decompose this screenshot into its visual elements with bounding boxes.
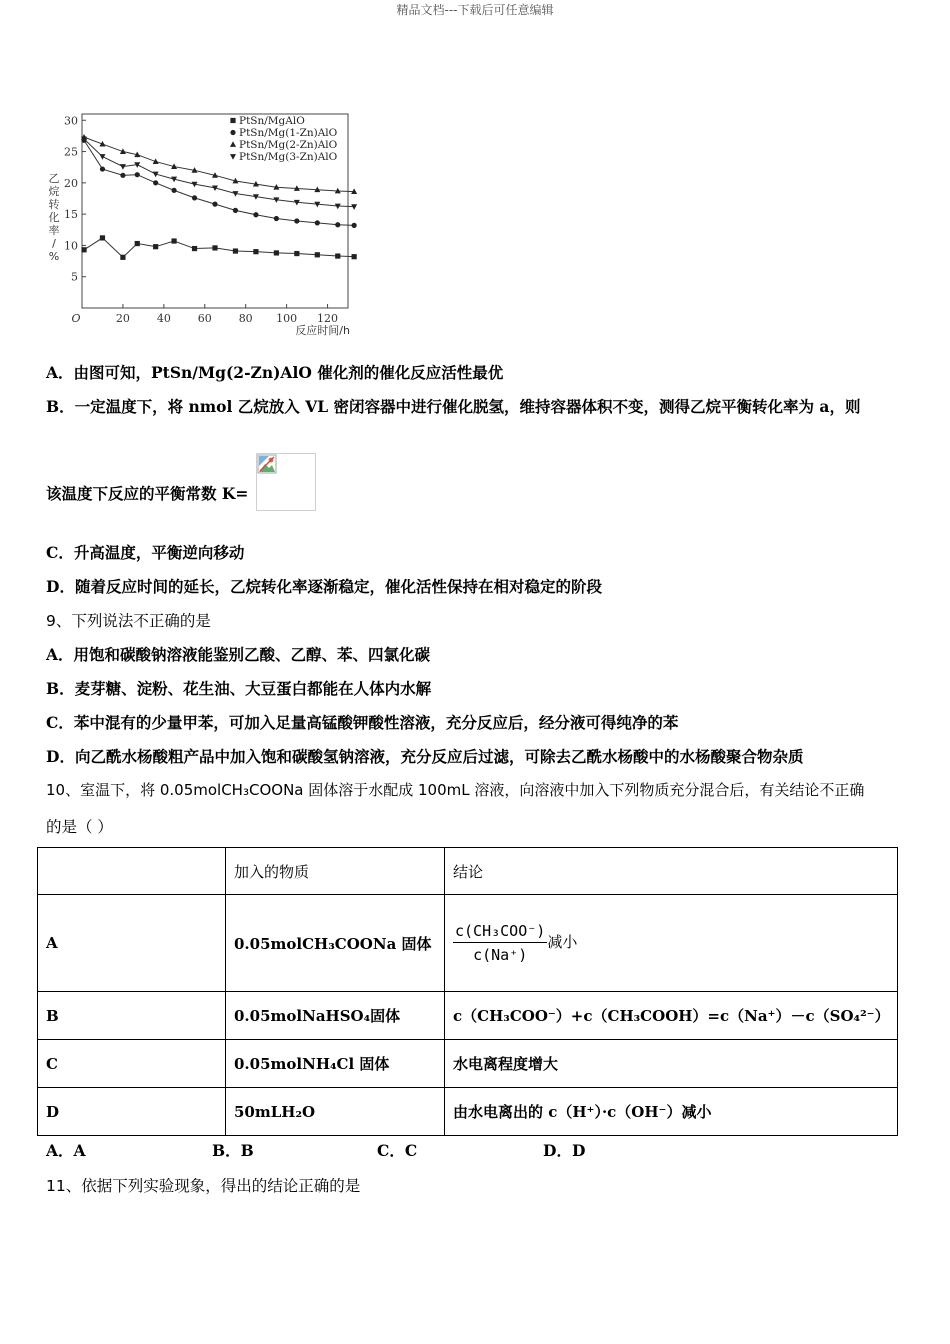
x-tick-label: 20 bbox=[115, 312, 130, 325]
data-point bbox=[352, 223, 357, 228]
q8-option-d: D．随着反应时间的延长，乙烷转化率逐渐稳定，催化活性保持在相对稳定的阶段 bbox=[46, 577, 602, 596]
data-point bbox=[352, 254, 357, 259]
data-point bbox=[335, 253, 340, 258]
row-substance: 0.05molNaHSO₄固体 bbox=[226, 992, 445, 1040]
row-conclusion: 水电离程度增大 bbox=[445, 1040, 898, 1088]
data-point bbox=[99, 154, 105, 160]
fraction bbox=[453, 922, 547, 964]
y-axis-label-char: 率 bbox=[48, 224, 60, 237]
table-header-row bbox=[38, 848, 898, 895]
q8-option-b: B．一定温度下，将 nmol 乙烷放入 VL 密闭容器中进行催化脱氢，维持容器体积不变，测得乙烷平衡转化率为 a，则 bbox=[46, 397, 861, 416]
data-point bbox=[120, 173, 125, 178]
fraction-numerator: c(CH₃COO⁻) bbox=[453, 922, 547, 943]
data-point bbox=[274, 216, 279, 221]
data-point bbox=[212, 245, 217, 250]
data-point bbox=[233, 208, 238, 213]
data-point bbox=[100, 166, 105, 171]
data-point bbox=[120, 164, 126, 170]
x-tick-label: 40 bbox=[156, 312, 171, 325]
conversion-chart bbox=[40, 108, 360, 340]
y-tick-label: 30 bbox=[64, 114, 78, 128]
q9-option-a: A．用饱和碳酸钠溶液能鉴别乙酸、乙醇、苯、四氯化碳 bbox=[46, 645, 431, 664]
x-tick-label: 80 bbox=[238, 312, 253, 325]
q9-stem: 9、下列说法不正确的是 bbox=[46, 612, 211, 630]
legend-entry: PtSn/Mg(2-Zn)AlO bbox=[239, 139, 338, 151]
y-axis-label-char: % bbox=[48, 250, 60, 263]
x-tick-label: 100 bbox=[276, 312, 298, 325]
row-conclusion: 由水电离出的 c（H⁺）·c（OH⁻）减小 bbox=[445, 1088, 898, 1136]
data-point bbox=[274, 250, 279, 255]
data-point bbox=[135, 172, 140, 177]
y-tick-label: 5 bbox=[71, 270, 78, 284]
table-header-cell: 加入的物质 bbox=[226, 848, 445, 895]
fraction-denominator: c(Na⁺) bbox=[473, 946, 528, 964]
data-point bbox=[233, 248, 238, 253]
data-point bbox=[100, 235, 105, 240]
q10-answer-b: B．B bbox=[212, 1141, 254, 1160]
q9-option-c: C．苯中混有的少量甲苯，可加入足量高锰酸钾酸性溶液，充分反应后，经分液可得纯净的苯 bbox=[46, 713, 679, 732]
x-axis-label: 反应时间/h bbox=[295, 324, 350, 337]
data-point bbox=[120, 255, 125, 260]
data-point bbox=[171, 238, 176, 243]
conclusion-tail: 减小 bbox=[547, 933, 578, 951]
q10-table bbox=[37, 847, 898, 1136]
row-substance: 0.05molCH₃COONa 固体 bbox=[226, 895, 445, 992]
y-tick-label: 25 bbox=[64, 145, 78, 159]
q8-option-b-cont: 该温度下反应的平衡常数 K= bbox=[46, 484, 249, 503]
legend-marker bbox=[230, 141, 236, 147]
q9-option-d: D．向乙酰水杨酸粗产品中加入饱和碳酸氢钠溶液，充分反应后过滤，可除去乙酰水杨酸中的水杨酸聚合物杂质 bbox=[46, 747, 804, 766]
data-point bbox=[253, 249, 258, 254]
data-point bbox=[253, 212, 258, 217]
y-tick-label: 10 bbox=[64, 239, 78, 253]
table-row bbox=[38, 1088, 898, 1136]
x-tick-label: 60 bbox=[197, 312, 212, 325]
legend-entry: PtSn/Mg(3-Zn)AlO bbox=[239, 151, 338, 163]
legend-marker bbox=[230, 118, 235, 123]
data-point bbox=[171, 188, 176, 193]
data-point bbox=[294, 218, 299, 223]
y-axis-label-char: 转 bbox=[48, 198, 60, 211]
y-axis-label-char: / bbox=[52, 237, 56, 250]
data-point bbox=[192, 246, 197, 251]
y-axis-label-char: 烷 bbox=[48, 185, 60, 198]
data-point bbox=[153, 244, 158, 249]
equilibrium-constant-image bbox=[256, 453, 316, 511]
row-substance: 0.05molNH₄Cl 固体 bbox=[226, 1040, 445, 1088]
origin-label: O bbox=[71, 312, 81, 325]
table-header-cell: 结论 bbox=[445, 848, 898, 895]
table-row bbox=[38, 1040, 898, 1088]
data-point bbox=[315, 220, 320, 225]
data-point bbox=[135, 241, 140, 246]
row-label: B bbox=[38, 992, 226, 1040]
q10-answer-d: D．D bbox=[543, 1141, 586, 1160]
y-axis-label-char: 化 bbox=[48, 211, 60, 224]
legend-entry: PtSn/Mg(1-Zn)AlO bbox=[239, 127, 338, 139]
row-conclusion bbox=[445, 895, 898, 992]
q10-answer-c: C．C bbox=[377, 1141, 418, 1160]
data-point bbox=[212, 202, 217, 207]
row-label: A bbox=[38, 895, 226, 992]
y-axis-label-char: 乙 bbox=[48, 172, 60, 185]
table-row bbox=[38, 895, 898, 992]
y-tick-label: 20 bbox=[64, 176, 78, 190]
row-conclusion: c（CH₃COO⁻）+c（CH₃COOH）=c（Na⁺）－c（SO₄²⁻） bbox=[445, 992, 898, 1040]
broken-image-icon bbox=[257, 454, 279, 476]
q9-option-b: B．麦芽糖、淀粉、花生油、大豆蛋白都能在人体内水解 bbox=[46, 679, 432, 698]
data-point bbox=[153, 180, 158, 185]
legend-marker bbox=[230, 154, 236, 160]
q11-stem: 11、依据下列实验现象，得出的结论正确的是 bbox=[46, 1177, 361, 1195]
data-point bbox=[81, 247, 86, 252]
row-label: D bbox=[38, 1088, 226, 1136]
data-point bbox=[294, 251, 299, 256]
q8-option-a: A．由图可知，PtSn/Mg(2-Zn)AlO 催化剂的催化反应活性最优 bbox=[46, 363, 504, 382]
legend-entry: PtSn/MgAlO bbox=[239, 115, 305, 127]
data-point bbox=[335, 222, 340, 227]
data-point bbox=[315, 252, 320, 257]
x-tick-label: 120 bbox=[317, 312, 339, 325]
table-row bbox=[38, 992, 898, 1040]
data-point bbox=[192, 195, 197, 200]
series-line bbox=[84, 238, 354, 257]
q10-stem-line1: 10、室温下，将 0.05molCH₃COONa 固体溶于水配成 100mL 溶液，向溶液中加入下列物质充分混合后，有关结论不正确 bbox=[46, 781, 865, 799]
page-header: 精品文档---下载后可任意编辑 bbox=[396, 3, 554, 17]
legend-marker bbox=[230, 130, 235, 135]
table-header-cell bbox=[38, 848, 226, 895]
row-substance: 50mLH₂O bbox=[226, 1088, 445, 1136]
q10-answer-a: A．A bbox=[46, 1141, 86, 1160]
q10-stem-line2: 的是（ ） bbox=[46, 818, 113, 836]
y-tick-label: 15 bbox=[64, 208, 78, 222]
q8-option-c: C．升高温度，平衡逆向移动 bbox=[46, 543, 245, 562]
row-label: C bbox=[38, 1040, 226, 1088]
